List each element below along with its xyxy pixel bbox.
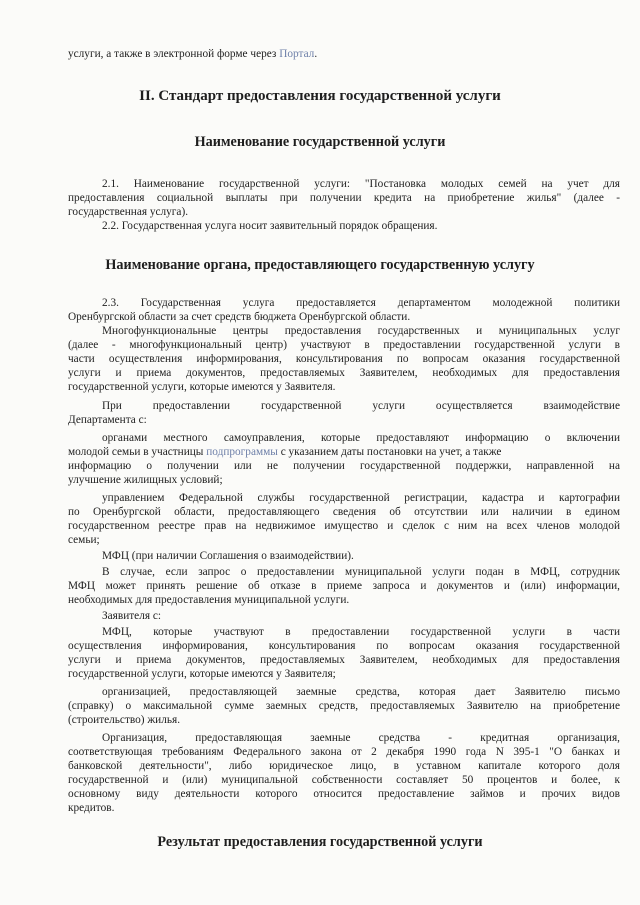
interact-line-1: При предоставлении государственной услуги осуществляется взаимодействие (102, 400, 620, 412)
applicants-line: Заявителя с: (102, 610, 162, 622)
org-def-line-1: Организация, предоставляющая заемные средства - кредитная организация, (102, 732, 620, 744)
org-def-line-2: соответствующая требованиям Федерального закона от 2 декабря 1990 года N 395-1 "О банках и (68, 746, 620, 758)
p21-line-3: государственная услуга). (68, 206, 189, 218)
case-line-3: необходимых для предоставления муниципальной услуги. (68, 594, 350, 606)
mfc-line-4: услуги и приема документов, предоставляемых Заявителем, необходимых для предоставления (68, 367, 620, 379)
interact-line-2: Департамента с: (68, 414, 147, 426)
subprogram-link[interactable]: подпрограммы (206, 446, 278, 458)
organs-line-2: молодой семьи в участницы подпрограммы с указанием даты постановки на учет, а также (68, 446, 502, 458)
mfc-line-5: государственной услуги, которые имеются у Заявителя. (68, 381, 336, 393)
mfc-line-3: части осуществления информирования, консультирования по вопросам оказания государственной (68, 353, 620, 365)
organs-line-1: органами местного самоуправления, которые предоставляют информацию о включении (102, 432, 620, 444)
org-letter-line-3: (строительство) жилья. (68, 714, 181, 726)
portal-link[interactable]: Портал (279, 48, 315, 60)
p23-line-2: Оренбургской области за счет средств бюджета Оренбургской области. (68, 311, 411, 323)
org-def-line-5: основному виду деятельности которого относится предоставление займов и прочих видов (68, 788, 620, 800)
heading-service-name: Наименование государственной услуги (194, 134, 446, 150)
intro-text: услуги, а также в электронной форме через (68, 48, 280, 60)
mfc-line-1: Многофункциональные центры предоставления государственных и муниципальных услуг (102, 325, 620, 337)
mfc-part-line-2: осуществления информирования, консультирования по вопросам оказания государственной (68, 640, 620, 652)
intro-tail: . (314, 48, 318, 60)
p21-line-1: 2.1. Наименование государственной услуги: "Постановка молодых семей на учет для (102, 178, 620, 190)
org-letter-line-2: (справку) о максимальной сумме заемных средств, предоставляемых Заявителю на приобретение (68, 700, 620, 712)
mfc-part-line-4: государственной услуги, которые имеются у Заявителя; (68, 668, 336, 680)
mfc-part-line-1: МФЦ, которые участвуют в предоставлении государственной услуги в части (102, 626, 620, 638)
heading-organ: Наименование органа, предоставляющего государственную услугу (105, 257, 535, 273)
org-def-line-6: кредитов. (68, 802, 115, 814)
section-title: II. Стандарт предоставления государственной услуги (139, 88, 501, 104)
rosreestr-line-4: семьи; (68, 534, 100, 546)
rosreestr-line-1: управлением Федеральной службы государственной регистрации, кадастра и картографии (102, 492, 620, 504)
case-line-1: В случае, если запрос о предоставлении муниципальной услуги подан в МФЦ, сотрудник (102, 566, 620, 578)
rosreestr-line-2: по Оренбургской области, предоставляющего сведения об отсутствии или наличии в едином (68, 506, 620, 518)
mfc-line-2: (далее - многофункциональный центр) участвуют в предоставлении государственной услуги в (68, 339, 620, 351)
rosreestr-line-3: государственном реестре прав на недвижимое имущество и сделок с ним на всех членов молодой (68, 520, 620, 532)
org-def-line-3: банковской деятельности", либо юридическое лицо, в уставном капитале которого доля (68, 760, 620, 772)
org-letter-line-1: организацией, предоставляющей заемные средства, которая дает Заявителю письмо (102, 686, 620, 698)
mfc-agreement-line: МФЦ (при наличии Соглашения о взаимодействии). (102, 550, 354, 562)
heading-result: Результат предоставления государственной услуги (157, 834, 483, 850)
intro-line (68, 47, 620, 61)
org-def-line-4: государственной и (или) муниципальной собственности составляет 50 процентов и более, к (68, 774, 620, 786)
case-line-2: МФЦ может принять решение об отказе в приеме запроса и документов и (или) информации, (68, 580, 620, 592)
p23-line-1: 2.3. Государственная услуга предоставляется департаментом молодежной политики (102, 297, 620, 309)
mfc-part-line-3: услуги и приема документов, предоставляемых Заявителем, необходимых для предоставления (68, 654, 620, 666)
p21-line-2: предоставления социальной выплаты при получении кредита на приобретение жилья" (далее - (68, 192, 620, 204)
organs-line-4: улучшение жилищных условий; (68, 474, 223, 486)
p22-line: 2.2. Государственная услуга носит заявительный порядок обращения. (102, 220, 438, 232)
organs-line-3: информацию о получении или не получении государственной поддержки, направленной на (68, 460, 620, 472)
